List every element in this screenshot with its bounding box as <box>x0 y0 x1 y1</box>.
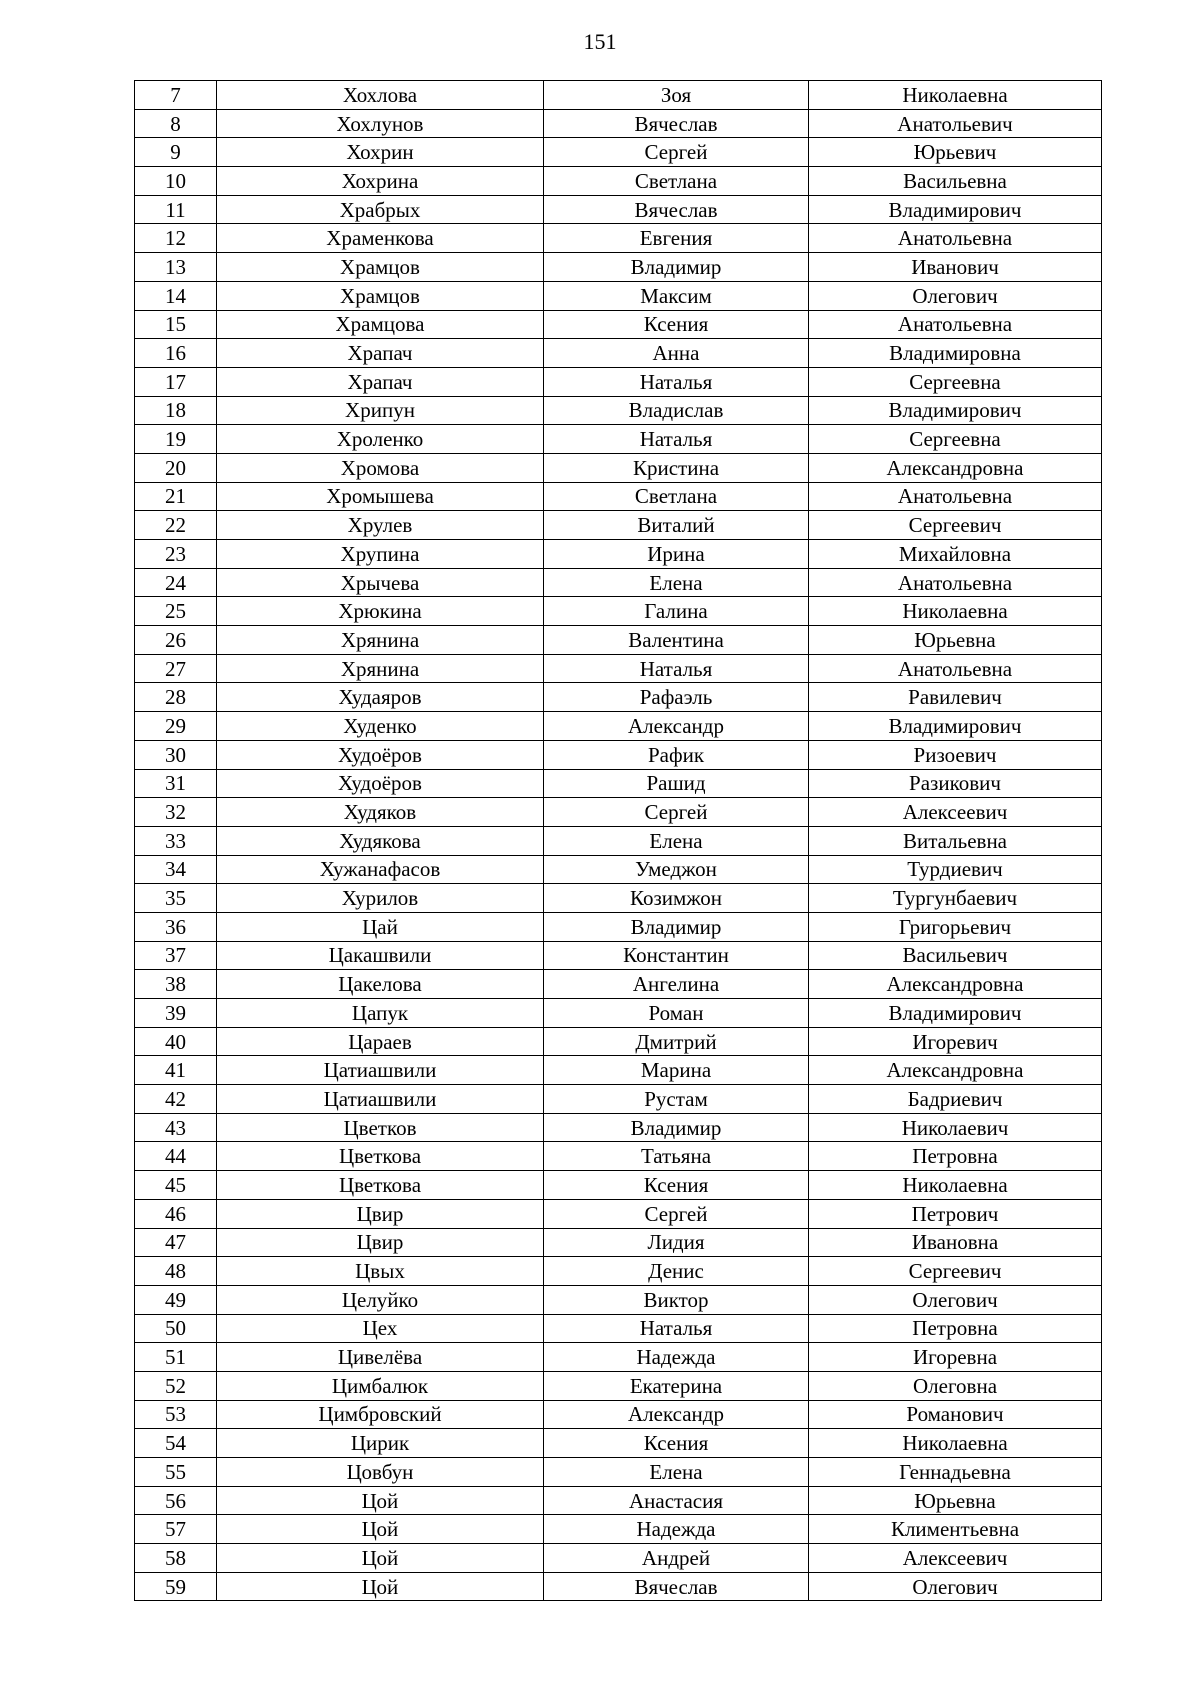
row-number-cell: 27 <box>135 654 217 683</box>
first-name-cell: Дмитрий <box>544 1027 809 1056</box>
table-row <box>135 912 1102 941</box>
last-name-cell: Цой <box>217 1544 544 1573</box>
last-name-cell: Хрычева <box>217 568 544 597</box>
first-name-cell: Виктор <box>544 1285 809 1314</box>
table-row <box>135 597 1102 626</box>
patronymic-cell: Анатольевна <box>809 224 1102 253</box>
patronymic-cell: Александровна <box>809 970 1102 999</box>
first-name-cell: Екатерина <box>544 1371 809 1400</box>
row-number-cell: 40 <box>135 1027 217 1056</box>
first-name-cell: Надежда <box>544 1515 809 1544</box>
patronymic-cell: Петровна <box>809 1314 1102 1343</box>
table-row <box>135 339 1102 368</box>
table-row <box>135 1027 1102 1056</box>
table-row <box>135 798 1102 827</box>
patronymic-cell: Анатольевна <box>809 568 1102 597</box>
table-row <box>135 1171 1102 1200</box>
row-number-cell: 48 <box>135 1257 217 1286</box>
table-row <box>135 1056 1102 1085</box>
table-row <box>135 1400 1102 1429</box>
row-number-cell: 34 <box>135 855 217 884</box>
row-number-cell: 58 <box>135 1544 217 1573</box>
row-number-cell: 31 <box>135 769 217 798</box>
last-name-cell: Цай <box>217 912 544 941</box>
row-number-cell: 43 <box>135 1113 217 1142</box>
last-name-cell: Цакелова <box>217 970 544 999</box>
first-name-cell: Андрей <box>544 1544 809 1573</box>
first-name-cell: Вячеслав <box>544 1572 809 1601</box>
table-row <box>135 367 1102 396</box>
patronymic-cell: Турдиевич <box>809 855 1102 884</box>
first-name-cell: Денис <box>544 1257 809 1286</box>
patronymic-cell: Сергеевич <box>809 1257 1102 1286</box>
first-name-cell: Светлана <box>544 167 809 196</box>
row-number-cell: 14 <box>135 281 217 310</box>
table-row <box>135 1371 1102 1400</box>
patronymic-cell: Владимирович <box>809 396 1102 425</box>
last-name-cell: Храпач <box>217 339 544 368</box>
row-number-cell: 57 <box>135 1515 217 1544</box>
page-number: 151 <box>583 29 617 54</box>
patronymic-cell: Михайловна <box>809 540 1102 569</box>
row-number-cell: 54 <box>135 1429 217 1458</box>
row-number-cell: 8 <box>135 109 217 138</box>
patronymic-cell: Алексеевич <box>809 798 1102 827</box>
first-name-cell: Рустам <box>544 1085 809 1114</box>
last-name-cell: Хрянина <box>217 654 544 683</box>
patronymic-cell: Юрьевич <box>809 138 1102 167</box>
row-number-cell: 15 <box>135 310 217 339</box>
last-name-cell: Хромышева <box>217 482 544 511</box>
table-row <box>135 310 1102 339</box>
table-row <box>135 482 1102 511</box>
patronymic-cell: Владимирович <box>809 195 1102 224</box>
patronymic-cell: Петровна <box>809 1142 1102 1171</box>
first-name-cell: Сергей <box>544 798 809 827</box>
last-name-cell: Цветков <box>217 1113 544 1142</box>
patronymic-cell: Николаевна <box>809 1429 1102 1458</box>
first-name-cell: Кристина <box>544 453 809 482</box>
last-name-cell: Цех <box>217 1314 544 1343</box>
row-number-cell: 21 <box>135 482 217 511</box>
table-row <box>135 1314 1102 1343</box>
last-name-cell: Цветкова <box>217 1142 544 1171</box>
last-name-cell: Храмцова <box>217 310 544 339</box>
table-row <box>135 884 1102 913</box>
patronymic-cell: Разикович <box>809 769 1102 798</box>
patronymic-cell: Александровна <box>809 453 1102 482</box>
patronymic-cell: Анатольевич <box>809 109 1102 138</box>
first-name-cell: Вячеслав <box>544 109 809 138</box>
first-name-cell: Владимир <box>544 912 809 941</box>
patronymic-cell: Игоревич <box>809 1027 1102 1056</box>
table-row <box>135 999 1102 1028</box>
first-name-cell: Зоя <box>544 81 809 110</box>
row-number-cell: 23 <box>135 540 217 569</box>
patronymic-cell: Юрьевна <box>809 1486 1102 1515</box>
first-name-cell: Надежда <box>544 1343 809 1372</box>
row-number-cell: 25 <box>135 597 217 626</box>
first-name-cell: Рафик <box>544 740 809 769</box>
row-number-cell: 46 <box>135 1199 217 1228</box>
row-number-cell: 30 <box>135 740 217 769</box>
first-name-cell: Сергей <box>544 1199 809 1228</box>
first-name-cell: Козимжон <box>544 884 809 913</box>
patronymic-cell: Васильевна <box>809 167 1102 196</box>
table-row <box>135 1142 1102 1171</box>
row-number-cell: 13 <box>135 253 217 282</box>
table-row <box>135 1199 1102 1228</box>
patronymic-cell: Витальевна <box>809 826 1102 855</box>
first-name-cell: Ирина <box>544 540 809 569</box>
last-name-cell: Хурилов <box>217 884 544 913</box>
patronymic-cell: Сергеевна <box>809 367 1102 396</box>
last-name-cell: Цовбун <box>217 1458 544 1487</box>
row-number-cell: 50 <box>135 1314 217 1343</box>
last-name-cell: Храпач <box>217 367 544 396</box>
row-number-cell: 7 <box>135 81 217 110</box>
table-row <box>135 425 1102 454</box>
row-number-cell: 10 <box>135 167 217 196</box>
last-name-cell: Хрипун <box>217 396 544 425</box>
first-name-cell: Елена <box>544 1458 809 1487</box>
last-name-cell: Цой <box>217 1572 544 1601</box>
patronymic-cell: Алексеевич <box>809 1544 1102 1573</box>
last-name-cell: Храбрых <box>217 195 544 224</box>
row-number-cell: 42 <box>135 1085 217 1114</box>
last-name-cell: Хроленко <box>217 425 544 454</box>
row-number-cell: 45 <box>135 1171 217 1200</box>
first-name-cell: Анна <box>544 339 809 368</box>
row-number-cell: 41 <box>135 1056 217 1085</box>
table-row <box>135 740 1102 769</box>
row-number-cell: 29 <box>135 712 217 741</box>
last-name-cell: Цой <box>217 1486 544 1515</box>
table-row <box>135 769 1102 798</box>
last-name-cell: Цатиашвили <box>217 1085 544 1114</box>
table-row <box>135 109 1102 138</box>
row-number-cell: 47 <box>135 1228 217 1257</box>
patronymic-cell: Юрьевна <box>809 626 1102 655</box>
table-row <box>135 1458 1102 1487</box>
table-row <box>135 453 1102 482</box>
first-name-cell: Рашид <box>544 769 809 798</box>
table-row <box>135 1572 1102 1601</box>
patronymic-cell: Олеговна <box>809 1371 1102 1400</box>
first-name-cell: Владимир <box>544 253 809 282</box>
table-row <box>135 1486 1102 1515</box>
row-number-cell: 33 <box>135 826 217 855</box>
last-name-cell: Хрулев <box>217 511 544 540</box>
last-name-cell: Хохрина <box>217 167 544 196</box>
first-name-cell: Александр <box>544 712 809 741</box>
patronymic-cell: Васильевич <box>809 941 1102 970</box>
row-number-cell: 52 <box>135 1371 217 1400</box>
last-name-cell: Хрупина <box>217 540 544 569</box>
roster-table-body <box>135 81 1102 1601</box>
table-row <box>135 654 1102 683</box>
table-row <box>135 712 1102 741</box>
row-number-cell: 56 <box>135 1486 217 1515</box>
table-row <box>135 81 1102 110</box>
patronymic-cell: Романович <box>809 1400 1102 1429</box>
table-row <box>135 396 1102 425</box>
table-row <box>135 1257 1102 1286</box>
last-name-cell: Хрянина <box>217 626 544 655</box>
row-number-cell: 20 <box>135 453 217 482</box>
first-name-cell: Елена <box>544 826 809 855</box>
table-row <box>135 1515 1102 1544</box>
last-name-cell: Храмцов <box>217 281 544 310</box>
patronymic-cell: Ризоевич <box>809 740 1102 769</box>
row-number-cell: 26 <box>135 626 217 655</box>
patronymic-cell: Николаевна <box>809 1171 1102 1200</box>
first-name-cell: Умеджон <box>544 855 809 884</box>
first-name-cell: Светлана <box>544 482 809 511</box>
row-number-cell: 51 <box>135 1343 217 1372</box>
last-name-cell: Цой <box>217 1515 544 1544</box>
table-row <box>135 138 1102 167</box>
last-name-cell: Цараев <box>217 1027 544 1056</box>
first-name-cell: Рафаэль <box>544 683 809 712</box>
last-name-cell: Цивелёва <box>217 1343 544 1372</box>
first-name-cell: Наталья <box>544 654 809 683</box>
patronymic-cell: Анатольевна <box>809 310 1102 339</box>
first-name-cell: Александр <box>544 1400 809 1429</box>
row-number-cell: 22 <box>135 511 217 540</box>
table-row <box>135 683 1102 712</box>
last-name-cell: Цирик <box>217 1429 544 1458</box>
patronymic-cell: Петрович <box>809 1199 1102 1228</box>
first-name-cell: Сергей <box>544 138 809 167</box>
table-row <box>135 1544 1102 1573</box>
last-name-cell: Хохлунов <box>217 109 544 138</box>
patronymic-cell: Тургунбаевич <box>809 884 1102 913</box>
last-name-cell: Храменкова <box>217 224 544 253</box>
table-row <box>135 941 1102 970</box>
last-name-cell: Целуйко <box>217 1285 544 1314</box>
patronymic-cell: Анатольевна <box>809 482 1102 511</box>
last-name-cell: Цакашвили <box>217 941 544 970</box>
first-name-cell: Валентина <box>544 626 809 655</box>
patronymic-cell: Владимирович <box>809 712 1102 741</box>
first-name-cell: Анастасия <box>544 1486 809 1515</box>
patronymic-cell: Олегович <box>809 1285 1102 1314</box>
row-number-cell: 19 <box>135 425 217 454</box>
table-row <box>135 167 1102 196</box>
last-name-cell: Цимбалюк <box>217 1371 544 1400</box>
row-number-cell: 17 <box>135 367 217 396</box>
first-name-cell: Владимир <box>544 1113 809 1142</box>
first-name-cell: Константин <box>544 941 809 970</box>
first-name-cell: Галина <box>544 597 809 626</box>
patronymic-cell: Геннадьевна <box>809 1458 1102 1487</box>
row-number-cell: 12 <box>135 224 217 253</box>
row-number-cell: 36 <box>135 912 217 941</box>
last-name-cell: Худоёров <box>217 769 544 798</box>
table-row <box>135 1343 1102 1372</box>
last-name-cell: Худякова <box>217 826 544 855</box>
table-row <box>135 626 1102 655</box>
last-name-cell: Худенко <box>217 712 544 741</box>
last-name-cell: Цвир <box>217 1228 544 1257</box>
patronymic-cell: Николаевич <box>809 1113 1102 1142</box>
patronymic-cell: Климентьевна <box>809 1515 1102 1544</box>
table-row <box>135 970 1102 999</box>
patronymic-cell: Александровна <box>809 1056 1102 1085</box>
table-row <box>135 1085 1102 1114</box>
last-name-cell: Худяков <box>217 798 544 827</box>
last-name-cell: Хохлова <box>217 81 544 110</box>
table-row <box>135 1113 1102 1142</box>
first-name-cell: Ангелина <box>544 970 809 999</box>
table-row <box>135 1285 1102 1314</box>
last-name-cell: Хужанафасов <box>217 855 544 884</box>
first-name-cell: Татьяна <box>544 1142 809 1171</box>
last-name-cell: Цатиашвили <box>217 1056 544 1085</box>
patronymic-cell: Владимирович <box>809 999 1102 1028</box>
row-number-cell: 35 <box>135 884 217 913</box>
patronymic-cell: Олегович <box>809 281 1102 310</box>
patronymic-cell: Иванович <box>809 253 1102 282</box>
first-name-cell: Ксения <box>544 310 809 339</box>
patronymic-cell: Бадриевич <box>809 1085 1102 1114</box>
first-name-cell: Вячеслав <box>544 195 809 224</box>
last-name-cell: Цвир <box>217 1199 544 1228</box>
last-name-cell: Хрюкина <box>217 597 544 626</box>
table-row <box>135 195 1102 224</box>
patronymic-cell: Игоревна <box>809 1343 1102 1372</box>
last-name-cell: Худаяров <box>217 683 544 712</box>
table-row <box>135 281 1102 310</box>
first-name-cell: Ксения <box>544 1171 809 1200</box>
row-number-cell: 38 <box>135 970 217 999</box>
last-name-cell: Цапук <box>217 999 544 1028</box>
row-number-cell: 32 <box>135 798 217 827</box>
row-number-cell: 59 <box>135 1572 217 1601</box>
first-name-cell: Виталий <box>544 511 809 540</box>
table-row <box>135 1228 1102 1257</box>
patronymic-cell: Анатольевна <box>809 654 1102 683</box>
patronymic-cell: Николаевна <box>809 81 1102 110</box>
patronymic-cell: Ивановна <box>809 1228 1102 1257</box>
patronymic-cell: Сергеевна <box>809 425 1102 454</box>
last-name-cell: Цимбровский <box>217 1400 544 1429</box>
row-number-cell: 53 <box>135 1400 217 1429</box>
row-number-cell: 44 <box>135 1142 217 1171</box>
first-name-cell: Роман <box>544 999 809 1028</box>
roster-table <box>134 80 1102 1601</box>
table-row <box>135 540 1102 569</box>
row-number-cell: 16 <box>135 339 217 368</box>
patronymic-cell: Сергеевич <box>809 511 1102 540</box>
last-name-cell: Хромова <box>217 453 544 482</box>
first-name-cell: Максим <box>544 281 809 310</box>
row-number-cell: 11 <box>135 195 217 224</box>
first-name-cell: Ксения <box>544 1429 809 1458</box>
first-name-cell: Елена <box>544 568 809 597</box>
patronymic-cell: Григорьевич <box>809 912 1102 941</box>
patronymic-cell: Владимировна <box>809 339 1102 368</box>
table-row <box>135 855 1102 884</box>
table-row <box>135 1429 1102 1458</box>
row-number-cell: 49 <box>135 1285 217 1314</box>
last-name-cell: Хохрин <box>217 138 544 167</box>
first-name-cell: Наталья <box>544 1314 809 1343</box>
first-name-cell: Марина <box>544 1056 809 1085</box>
patronymic-cell: Олегович <box>809 1572 1102 1601</box>
table-row <box>135 826 1102 855</box>
row-number-cell: 28 <box>135 683 217 712</box>
table-row <box>135 253 1102 282</box>
table-row <box>135 568 1102 597</box>
first-name-cell: Евгения <box>544 224 809 253</box>
last-name-cell: Цвых <box>217 1257 544 1286</box>
row-number-cell: 9 <box>135 138 217 167</box>
first-name-cell: Наталья <box>544 367 809 396</box>
patronymic-cell: Равилевич <box>809 683 1102 712</box>
last-name-cell: Храмцов <box>217 253 544 282</box>
first-name-cell: Лидия <box>544 1228 809 1257</box>
row-number-cell: 18 <box>135 396 217 425</box>
table-row <box>135 224 1102 253</box>
row-number-cell: 24 <box>135 568 217 597</box>
row-number-cell: 37 <box>135 941 217 970</box>
row-number-cell: 55 <box>135 1458 217 1487</box>
patronymic-cell: Николаевна <box>809 597 1102 626</box>
table-row <box>135 511 1102 540</box>
first-name-cell: Наталья <box>544 425 809 454</box>
first-name-cell: Владислав <box>544 396 809 425</box>
last-name-cell: Цветкова <box>217 1171 544 1200</box>
last-name-cell: Худоёров <box>217 740 544 769</box>
row-number-cell: 39 <box>135 999 217 1028</box>
